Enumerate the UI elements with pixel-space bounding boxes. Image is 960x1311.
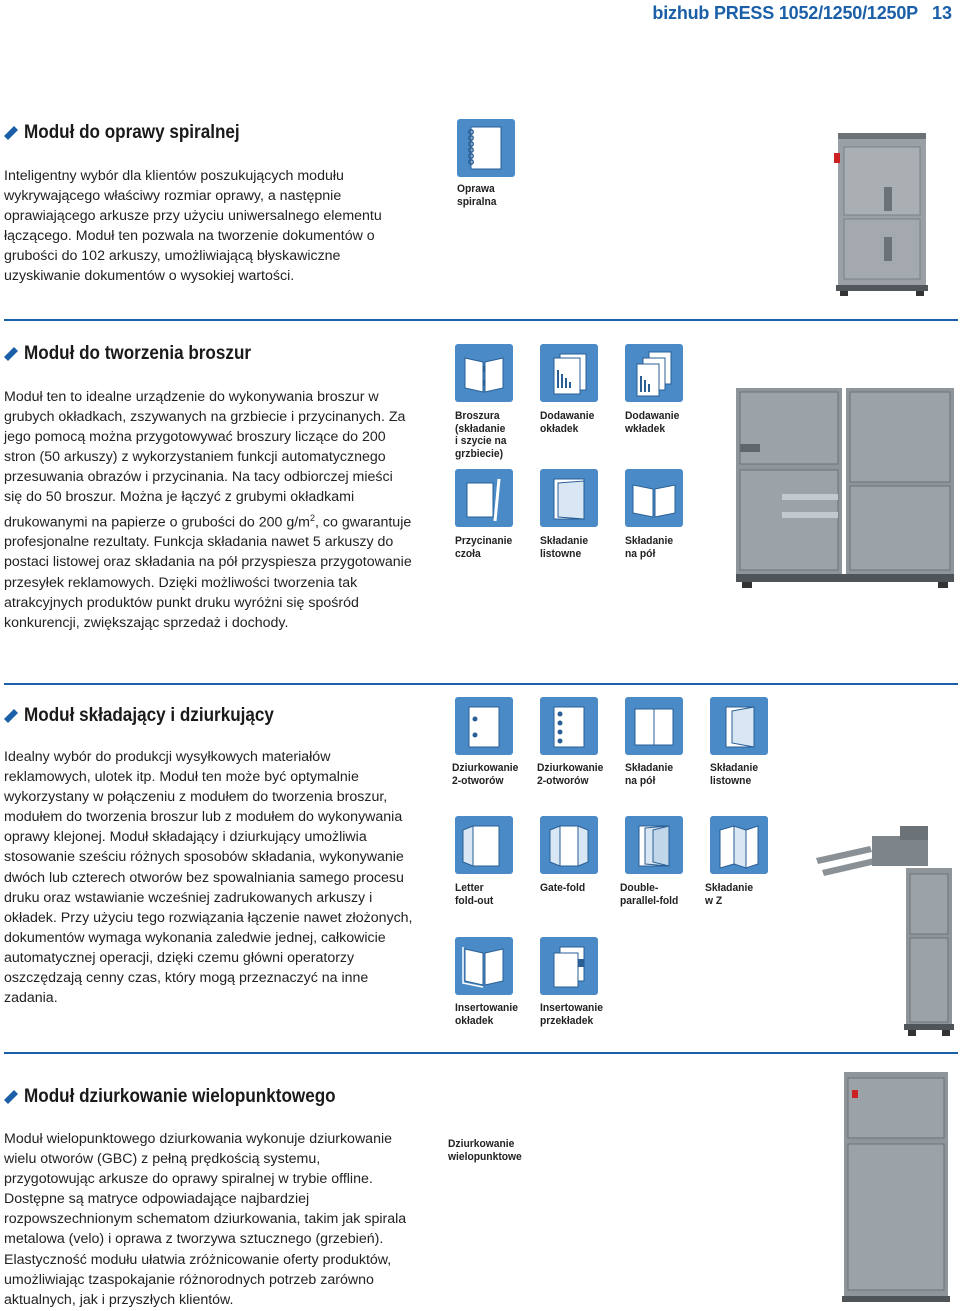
letter-fold-out-icon [455, 816, 513, 874]
icon-label: Składanie listowne [540, 535, 589, 560]
icon-label: Dziurkowanie 2-otworów [452, 762, 519, 787]
icon-label: Letter fold-out [455, 882, 494, 907]
add-cover-icon [540, 344, 598, 402]
add-insert-icon [625, 344, 683, 402]
double-parallel-fold-icon [625, 816, 683, 874]
booklet-maker-machine-image [732, 384, 958, 590]
spiral-binder-machine-image [826, 127, 936, 297]
section-title: Moduł do tworzenia broszur [4, 343, 276, 365]
letter-fold-icon [540, 469, 598, 527]
insert-divider-icon [540, 937, 598, 995]
bullet-icon [4, 126, 18, 140]
section-body: Moduł wielopunktowego dziurkowania wykonuje dziurkowanie wielu otworów (GBC) z pełną prędkością systemu, przygotowując arkusze do oprawy spiralnej w trybie offline. Dostępne są matryce odpowiadające najbardziej rozpowszechnionym schematom dziurkowania, takim jak spirala metalowa (velo) i oprawa z tworzywa sztucznego (grzebień). Elastyczność modułu ułatwia zróżnicowanie oferty produktów, umożliwiając tzaspokajanie różnorodnych potrzeb zarówno aktualnych, jak i przyszłych klientów. [4, 1131, 407, 1308]
icon-label: Składanie na pół [625, 762, 674, 787]
gate-fold-icon [540, 816, 598, 874]
page-header [652, 0, 960, 26]
insert-cover-icon [455, 937, 513, 995]
icon-label: Dziurkowanie 2-otworów [537, 762, 604, 787]
icon-label: Dziurkowanie wielopunktowe [448, 1138, 522, 1163]
section-body: Idealny wybór do produkcji wysyłkowych materiałów reklamowych, ulotek itp. Moduł ten może być optymalnie wykorzystany w połączeniu z modułem do tworzenia broszur, modułem do tworzenia broszur lub z modułem do wykonywania oprawy klejonej. Moduł składający i dziurkujący umożliwia stosowanie sześciu różnych sposobów składania, wykonywanie dwóch lub czterech otworów bez spowalniania samego procesu druku oraz wstawianie wcześniej zadrukowanych arkuszy i okładek. Przy użyciu tego rozwiązania łączenie nawet złożonych, dokumentów wymaga wykonania zaledwie jednej, całkowicie automatycznej operacji, dzięki czemu główni operatorzy oszczędzają cenny czas, który mogą przeznaczyć na inne zadania. [4, 749, 413, 1007]
icon-label: Składanie na pół [625, 535, 674, 560]
half-fold-icon [625, 469, 683, 527]
icon-label: Insertowanie okładek [455, 1002, 518, 1027]
section-divider [4, 319, 958, 321]
section-divider [4, 1052, 958, 1054]
section-divider [4, 683, 958, 685]
icon-label: Dodawanie wkładek [625, 410, 680, 435]
booklet-icon [455, 344, 513, 402]
trim-icon [455, 469, 513, 527]
section-title: Moduł do oprawy spiralnej [4, 122, 264, 144]
section-title: Moduł dziurkowanie wielopunktowego [4, 1086, 370, 1108]
icon-label: Oprawa spiralna [457, 183, 497, 208]
folding-punching-machine-image [812, 824, 956, 1038]
multi-punch-machine-image [838, 1068, 954, 1306]
icon-label: Double- parallel-fold [620, 882, 679, 907]
icon-label: Gate-fold [540, 882, 586, 894]
letter-fold-icon [710, 697, 768, 755]
bullet-icon [4, 1090, 18, 1104]
bullet-icon [4, 347, 18, 361]
icon-label: Broszura (składanie i szycie na grzbiecie) [455, 410, 507, 460]
section-title: Moduł składający i dziurkujący [4, 705, 302, 727]
section-body: Inteligentny wybór dla klientów poszukujących modułu wykrywającego właściwy rozmiar oprawy, a następnie oprawiającego arkusze przy użyciu uniwersalnego elementu łączącego. Moduł ten pozwala na tworzenie dokumentów o grubości do 102 arkuszy, umożliwiającą błyskawiczne uzyskiwanie dokumentów o wysokiej wartości. [4, 168, 382, 285]
document-title: bizhub PRESS 1052/1250/1250P [652, 2, 918, 23]
icon-label: Przycinanie czoła [455, 535, 513, 560]
page-number: 13 [931, 2, 952, 23]
spiral-binding-icon [457, 119, 515, 177]
z-fold-icon [710, 816, 768, 874]
punch-2-holes-icon [455, 697, 513, 755]
icon-label: Insertowanie przekładek [540, 1002, 603, 1027]
icon-label: Składanie listowne [710, 762, 759, 787]
icon-label: Składanie w Z [705, 882, 754, 907]
punch-4-holes-icon [540, 697, 598, 755]
half-fold-icon [625, 697, 683, 755]
bullet-icon [4, 709, 18, 723]
section-body: Moduł ten to idealne urządzenie do wykonywania broszur w grubych okładkach, zszywanych na grzbiecie i przycinanych. Za jego pomocą można przygotowywać broszury liczące do 200 stron (50 arkuszy) z wykorzystaniem funkcji automatycznego przesuwania obrazów i przycinania. Na tacy odbiorczej mieści się do 50 broszur. Można je łączyć z grubymi okładkami drukowanymi na papierze o grubości do 200 $g/m^2$, co gwarantuje profesjonalne rezultaty. Funkcja składania nawet 5 arkuszy do postaci listowej oraz składania na pół przyspiesza przygotowanie przesyłek reklamowych. Dzięki możliwości tworzenia tak atrakcyjnych produktów punkt druku wyróżni się spośród konkurencji, zwiększając sprzedaż i dochody. [4, 389, 412, 631]
icon-label: Dodawanie okładek [540, 410, 595, 435]
